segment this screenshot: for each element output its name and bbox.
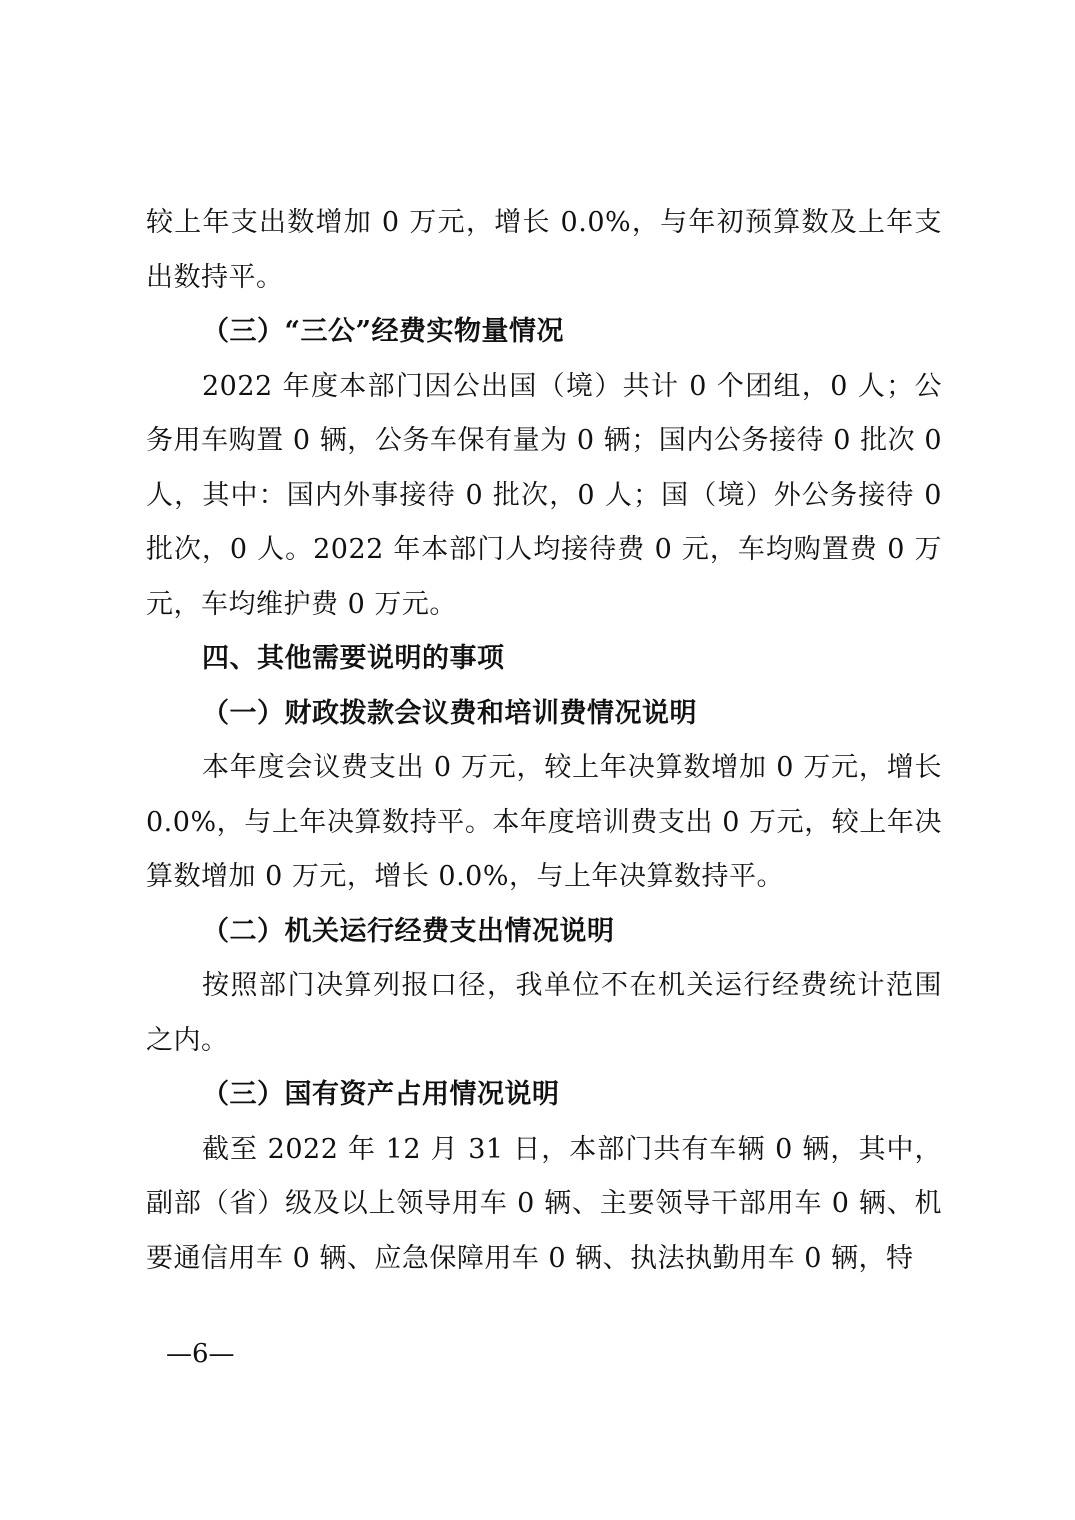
paragraph-meeting-training: 本年度会议费支出 0 万元，较上年决算数增加 0 万元，增长 0.0%，与上年决算数持平。本年度培训费支出 0 万元，较上年决算数增加 0 万元，增长 0.0%，与上年决算数持平。 bbox=[146, 752, 942, 892]
paragraph-state-assets: 截至 2022 年 12 月 31 日，本部门共有车辆 0 辆，其中，副部（省）级及以上领导用车 0 辆、主要领导干部用车 0 辆、机要通信用车 0 辆、应急保障用车 0 辆、执法执勤用车 0 辆，特 bbox=[146, 1133, 942, 1274]
section-heading-operating-expenses: （二）机关运行经费支出情况说明 bbox=[202, 915, 615, 947]
section-heading-state-assets: （三）国有资产占用情况说明 bbox=[202, 1079, 560, 1110]
page-number: —6— bbox=[166, 1339, 235, 1369]
document-body bbox=[146, 196, 942, 1286]
paragraph-continuation: 较上年支出数增加 0 万元，增长 0.0%，与年初预算数及上年支出数持平。 bbox=[146, 207, 942, 293]
chapter-heading-other-items: 四、其他需要说明的事项 bbox=[202, 643, 505, 674]
section-heading-vehicle-stats: （三）“三公”经费实物量情况 bbox=[202, 316, 565, 347]
paragraph-operating-expenses: 按照部门决算列报口径，我单位不在机关运行经费统计范围之内。 bbox=[146, 970, 942, 1056]
paragraph-vehicle-stats: 2022 年度本部门因公出国（境）共计 0 个团组，0 人；公务用车购置 0 辆，公务车保有量为 0 辆；国内公务接待 0 批次 0 人，其中：国内外事接待 0 批次，0 人；国（境）外公务接待 0 批次，0 人。2022 年本部门人均接待费 0 元，车均购置费 0 万元，车均维护费 0 万元。 bbox=[146, 370, 942, 620]
section-heading-meeting-training: （一）财政拨款会议费和培训费情况说明 bbox=[202, 697, 697, 729]
